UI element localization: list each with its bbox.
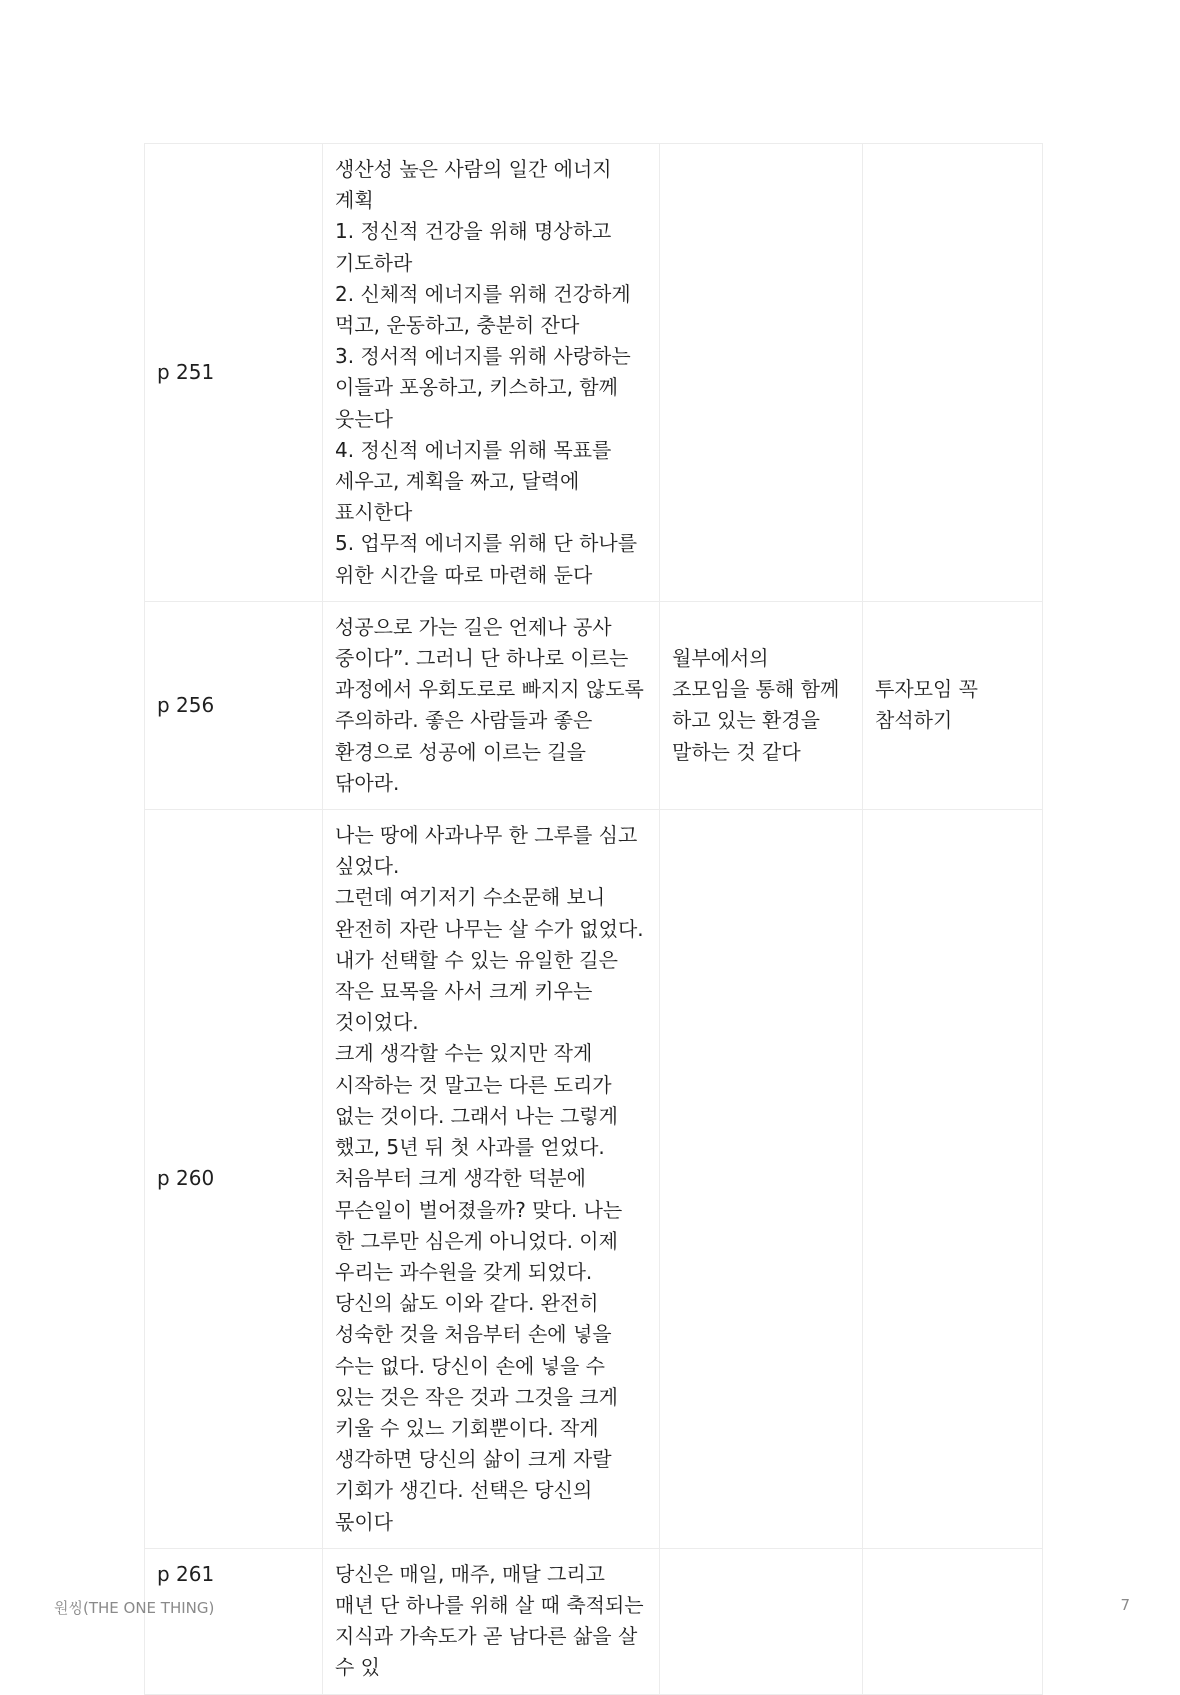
- table-row: [145, 810, 1043, 1549]
- reading-notes-table: [144, 143, 1043, 1695]
- thought-cell: [660, 810, 863, 1549]
- quote-cell: 당신은 매일, 매주, 매달 그리고 매년 단 하나를 위해 살 때 축적되는 지식과 가속도가 곧 남다른 삶을 살 수 있: [323, 1548, 660, 1694]
- page-ref-cell: p 261: [145, 1548, 323, 1694]
- footer-book-title: 원씽(THE ONE THING): [54, 1599, 215, 1617]
- footer-page-number: 7: [1120, 1596, 1130, 1614]
- page-ref-cell: p 256: [145, 601, 323, 809]
- quote-cell: 생산성 높은 사람의 일간 에너지 계획 1. 정신적 건강을 위해 명상하고 기도하라 2. 신체적 에너지를 위해 건강하게 먹고, 운동하고, 충분히 잔다 3. 정서적 에너지를 위해 사랑하는 이들과 포옹하고, 키스하고, 함께 웃는다 4. 정신적 에너지를 위해 목표를 세우고, 계획을 짜고, 달력에 표시한다 5. 업무적 에너지를 위해 단 하나를 위한 시간을 따로 마련해 둔다: [323, 144, 660, 602]
- table-row: [145, 1548, 1043, 1694]
- action-cell: [863, 1548, 1043, 1694]
- quote-cell: 성공으로 가는 길은 언제나 공사 중이다”. 그러니 단 하나로 이르는 과정에서 우회도로로 빠지지 않도록 주의하라. 좋은 사람들과 좋은 환경으로 성공에 이르는 길을 닦아라.: [323, 601, 660, 809]
- action-cell: 투자모임 꼭 참석하기: [863, 601, 1043, 809]
- thought-cell: [660, 1548, 863, 1694]
- thought-cell: 월부에서의 조모임을 통해 함께 하고 있는 환경을 말하는 것 같다: [660, 601, 863, 809]
- action-cell: [863, 144, 1043, 602]
- page-ref-cell: p 251: [145, 144, 323, 602]
- table-row: [145, 601, 1043, 809]
- action-cell: [863, 810, 1043, 1549]
- quote-cell: 나는 땅에 사과나무 한 그루를 심고 싶었다. 그런데 여기저기 수소문해 보니 완전히 자란 나무는 살 수가 없었다. 내가 선택할 수 있는 유일한 길은 작은 묘목을 사서 크게 키우는 것이었다. 크게 생각할 수는 있지만 작게 시작하는 것 말고는 다른 도리가 없는 것이다. 그래서 나는 그렇게 했고, 5년 뒤 첫 사과를 얻었다. 처음부터 크게 생각한 덕분에 무슨일이 벌어졌을까? 맞다. 나는 한 그루만 심은게 아니었다. 이제 우리는 과수원을 갖게 되었다. 당신의 삶도 이와 같다. 완전히 성숙한 것을 처음부터 손에 넣을 수는 없다. 당신이 손에 넣을 수 있는 것은 작은 것과 그것을 크게 키울 수 있느 기회뿐이다. 작게 생각하면 당신의 삶이 크게 자랄 기회가 생긴다. 선택은 당신의 몫이다: [323, 810, 660, 1549]
- thought-cell: [660, 144, 863, 602]
- table-row: [145, 144, 1043, 602]
- page-ref-cell: p 260: [145, 810, 323, 1549]
